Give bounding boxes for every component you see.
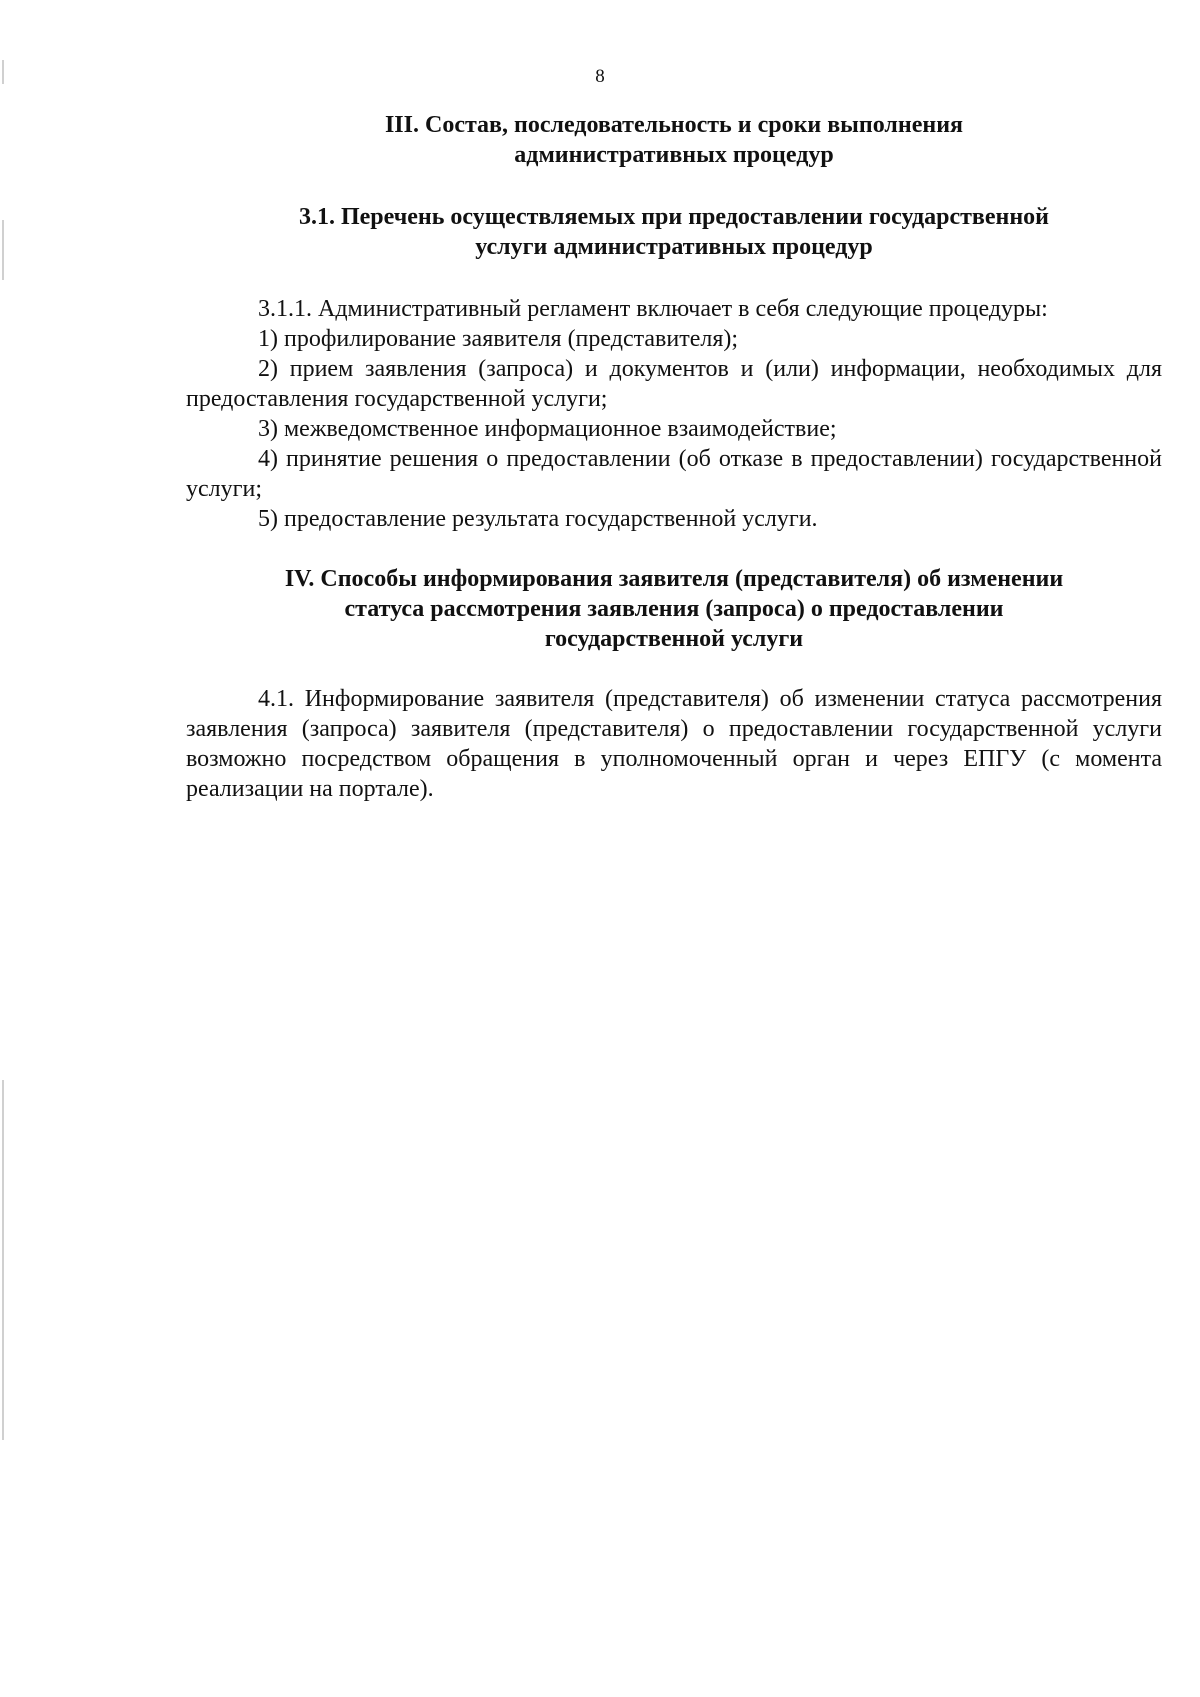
procedure-item: 5) предоставление результата государственной услуги.	[258, 506, 818, 532]
procedure-item: 3) межведомственное информационное взаимодействие;	[258, 416, 837, 442]
procedure-item: 4) принятие решения о предоставлении (об отказе в предоставлении) государственной услуги;	[186, 446, 1162, 502]
scan-edge-mark	[2, 1080, 4, 1440]
section-3-1-heading	[186, 202, 1162, 262]
section-3-1-heading-line-2: услуги административных процедур	[475, 234, 873, 260]
section-4-heading-line-3: государственной услуги	[544, 626, 804, 652]
section-4-heading	[186, 564, 1162, 654]
paragraph-4-1: 4.1. Информирование заявителя (представителя) об изменении статуса рассмотрения заявления (запроса) заявителя (представителя) о предоставлении государственной услуги возможно посредством обращения в уполномоченный орган и через ЕПГУ (с момента реализации на портале).	[186, 686, 1162, 802]
page-number: 8	[595, 66, 605, 87]
section-3-heading	[186, 110, 1162, 170]
section-4-heading-line-2: статуса рассмотрения заявления (запроса) о предоставлении	[344, 596, 1004, 622]
section-4-heading-line-1: IV. Способы информирования заявителя (представителя) об изменении	[284, 566, 1064, 592]
section-3-1-heading-line-1: 3.1. Перечень осуществляемых при предоставлении государственной	[298, 204, 1050, 230]
document-body	[186, 110, 1162, 804]
procedure-item: 1) профилирование заявителя (представителя);	[258, 326, 739, 352]
paragraph-3-1-1: 3.1.1. Административный регламент включает в себя следующие процедуры:	[258, 296, 1048, 322]
procedure-item: 2) прием заявления (запроса) и документов и (или) информации, необходимых для предоставления государственной услуги;	[186, 356, 1162, 412]
section-3-heading-line-1: III. Состав, последовательность и сроки выполнения	[384, 112, 964, 138]
section-3-heading-line-2: административных процедур	[514, 142, 834, 168]
scan-edge-mark	[2, 220, 4, 280]
